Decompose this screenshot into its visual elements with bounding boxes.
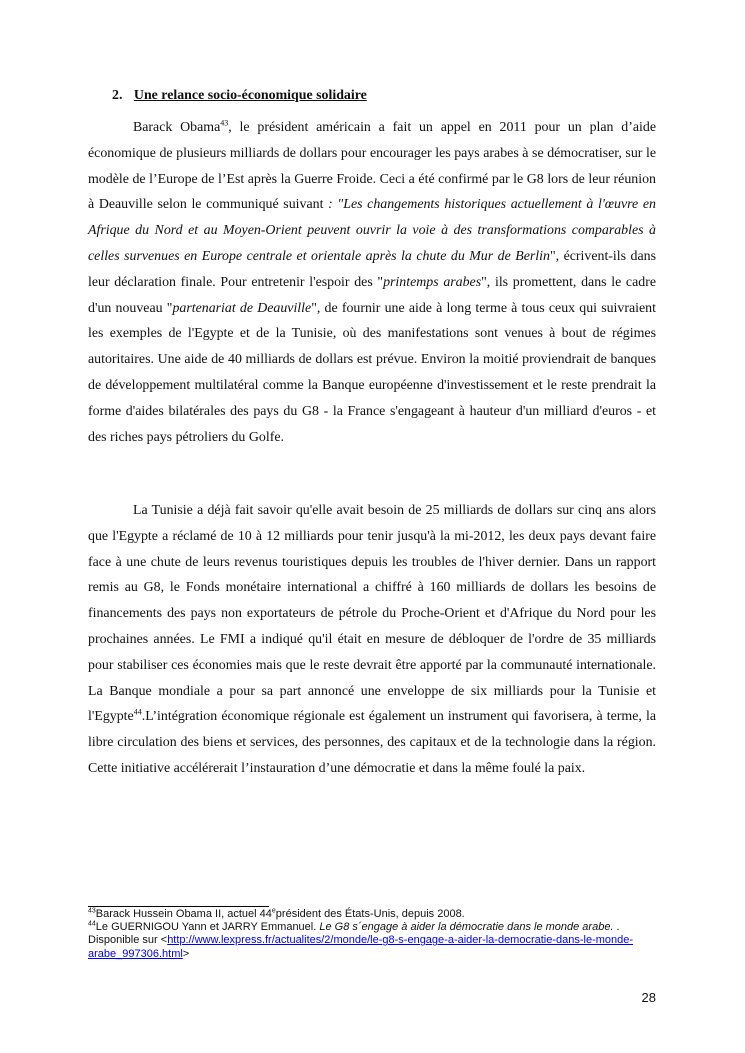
section-title: Une relance socio-économique solidaire xyxy=(133,88,367,103)
p2-text-start: La Tunisie a déjà fait savoir qu'elle avait besoin de 25 milliards de dollars sur cinq ans alors que l'Egypte a réclamé de 10 à 12 milliards pour tenir jusqu'à la mi-2012, les deux pays devant faire face à une chute de leurs revenus touristiques depuis les troubles de l'hiver dernier. Dans un rapport remis au G8, le Fonds monétaire international a chiffré à 160 milliards de dollars les besoins de financements des pays non exportateurs de pétrole du Proche-Orient et d'Afrique du Nord pour les prochaines années. Le FMI a indiqué qu'il était en mesure de débloquer de l'ordre de 35 milliards pour stabiliser ces économies mais que le reste devrait être apporté par la communauté internationale. La Banque mondiale a pour sa part annoncé une enveloppe de six milliards pour la Tunisie et l'Egypte xyxy=(88,503,656,725)
footnote-ref-44[interactable]: 44 xyxy=(133,707,142,717)
p1-colon-quote: : " xyxy=(323,197,344,213)
section-heading xyxy=(112,88,367,104)
p1-quote-italic: Les changements historiques actuellement à l'œuvre en Afrique du Nord et au Moyen-Orient peuvent ouvrir la voie à des transformations comparables à celles survenues en Europe centrale et orientale après la chute du Mur de Berlin xyxy=(88,197,656,264)
footnote-44-link[interactable]: http://www.lexpress.fr/actualites/2/monde/le-g8-s-engage-a-aider-la-democratie-dans-le-monde-arabe_997306.html xyxy=(88,934,634,960)
p2-text-end: .L’intégration économique régionale est également un instrument qui favorisera, à terme, la libre circulation des biens et services, des personnes, des capitaux et de la technologie dans la région. Cette initiative accélérerait l’instauration d’une démocratie et dans la même foulé la paix. xyxy=(88,709,656,776)
p1-text-body: , le président américain a fait un appel en 2011 pour un plan d’aide économique de plusieurs milliards de dollars pour encourager les pays arabes à se démocratiser, sur le modèle de l’Europe de l’Est après la Guerre Froide. Ceci a été confirmé par le G8 lors de leur réunion à Deauville selon le communiqué suivant xyxy=(88,120,657,213)
footnote-44-authors: Le GUERNIGOU Yann et JARRY Emmanuel. xyxy=(95,921,320,934)
p1-partenariat-deauville: partenariat de Deauville xyxy=(172,300,312,316)
footnote-43-text-b: président des États-Unis, depuis 2008. xyxy=(275,908,465,920)
footnote-44-close: > xyxy=(182,947,190,960)
footnote-separator xyxy=(88,906,269,907)
footnote-44-number: 44 xyxy=(88,920,96,928)
footnote-43-sup-e: e xyxy=(271,907,276,915)
footnote-44 xyxy=(88,921,658,961)
p1-mid-text: ", ils promettent, dans le cadre d'un nouveau " xyxy=(88,274,656,316)
paragraph-obama-g8 xyxy=(88,115,656,450)
p1-printemps-arabes: printemps arabes xyxy=(383,274,482,290)
p1-end-text: ", de fournir une aide à long terme à tous ceux qui suivraient les exemples de l'Egypte et de la Tunisie, où des manifestations sont venues à bout de régimes autoritaires. Une aide de 40 milliards de dollars est prévue. Environ la moitié proviendrait de banques de développement multilatéral comme la Banque européenne d'investissement et le reste prendrait la forme d'aides bilatérales des pays du G8 - la France s'engageant à hauteur d'un milliard d'euros - et des riches pays pétroliers du Golfe. xyxy=(88,300,656,445)
footnote-ref-43[interactable]: 43 xyxy=(220,118,229,128)
section-number: 2. xyxy=(112,88,123,103)
paragraph-tunisie-egypte xyxy=(88,498,656,782)
footnote-43-number: 43 xyxy=(88,907,96,915)
p1-text-start: Barack Obama xyxy=(133,120,221,135)
footnote-43 xyxy=(88,908,658,921)
footnotes xyxy=(88,908,658,961)
page-number: 28 xyxy=(641,990,656,1005)
footnote-43-text-a: Barack Hussein Obama II, actuel 44 xyxy=(95,908,272,920)
footnote-44-available: . Disponible sur < xyxy=(88,921,620,947)
footnote-44-title: Le G8 s´engage à aider la démocratie dans le monde arabe. xyxy=(319,921,614,934)
p1-after-quote: ", écrivent-ils dans leur déclaration finale. Pour entretenir l'espoir des " xyxy=(88,248,656,290)
